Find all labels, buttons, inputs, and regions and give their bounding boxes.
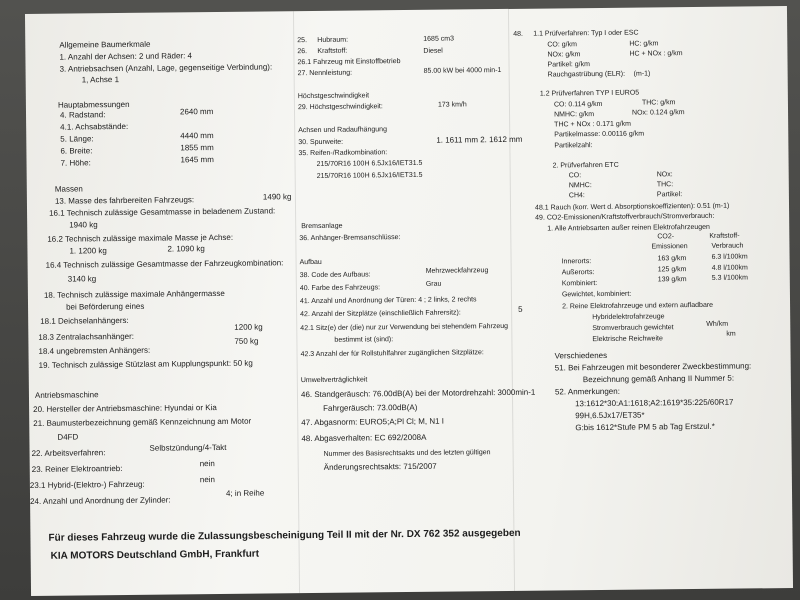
field-doors: 41. Anzahl und Anordnung der Türen: 4 ; 2 links, 2 rechts	[299, 296, 477, 306]
field-top-speed: 29. Höchstgeschwindigkeit:	[297, 103, 383, 112]
field-nox: NOx:	[656, 171, 673, 179]
cell-value: 139 g/km	[657, 276, 687, 284]
field-fuel: Kraftstoff:	[317, 47, 348, 55]
section-header: Bremsanlage	[301, 222, 343, 231]
field-value: 2. 1090 kg	[167, 244, 205, 254]
field-value: 1645 mm	[180, 155, 214, 165]
field-axle-distance: 4.1. Achsabstände:	[60, 121, 129, 132]
field-driving-noise: Fahrgeräusch: 73.00dB(A)	[323, 402, 418, 413]
row-label: Elektrische Reichweite	[592, 335, 663, 344]
field-particle-mass: Partikelmasse: 0.00116 g/km	[554, 130, 645, 139]
field-drive-types: 1. Alle Antriebsarten außer reinen Elektrofahrzeugen	[547, 223, 710, 233]
field-emission-norm: 47. Abgasnorm: EURO5;A;Pl Cl; M, N1 I	[301, 416, 445, 428]
cell-value: 125 g/km	[657, 266, 687, 274]
section-header: Höchstgeschwindigkeit	[297, 92, 370, 101]
field-engine-maker: 20. Hersteller der Antriebsmaschine: Hyundai or Kia	[33, 403, 217, 414]
field-test-procedure: 1.1 Prüfverfahren: Typ I oder ESC	[533, 29, 639, 38]
field-value: Diesel	[423, 47, 443, 55]
field-nox: NOx: g/km	[547, 51, 581, 59]
field-particle-count: Partikelzahl:	[554, 142, 593, 150]
field-electric: 23. Reiner Elektroantrieb:	[31, 464, 123, 474]
tyre-entry: 215/70R16 100H 6.5Jx16/IET31.5	[316, 159, 423, 168]
field-unbraked-trailer: 18.4 ungebremsten Anhängers:	[38, 345, 151, 356]
section-header: Massen	[54, 184, 83, 194]
field-special-purpose: 51. Bei Fahrzeugen mit besonderer Zweckbestimmung:	[554, 361, 752, 373]
field-legal-act: Nummer des Basisrechtsakts und des letzten gültigen	[323, 449, 491, 458]
field-value: Mehrzweckfahrzeug	[425, 267, 489, 275]
field-remarks: 52. Anmerkungen:	[554, 386, 620, 397]
field-amendment-act: Änderungsrechtsakts: 715/2007	[323, 461, 437, 472]
field-trailer-mass: 18. Technisch zulässige maximale Anhängermasse	[43, 288, 225, 300]
column-header: Kraftstoff-	[709, 232, 740, 240]
row-label: Außerorts:	[561, 269, 595, 277]
field-value: 3140 kg	[67, 274, 97, 284]
field-width: 6. Breite:	[60, 146, 93, 156]
field-drive-axles: 3. Antriebsachsen (Anzahl, Lage, gegenseitige Verbindung):	[59, 62, 273, 74]
field-number: 48.	[513, 30, 523, 38]
field-axle-mass: 16.2 Technisch zulässige maximale Masse je Achse:	[47, 232, 234, 244]
row-label: Gewichtet, kombiniert:	[561, 290, 632, 299]
issuer-company: KIA MOTORS Deutschland GmbH, Frankfurt	[50, 548, 260, 562]
vehicle-registration-document	[25, 6, 793, 596]
field-value: 1855 mm	[180, 143, 214, 153]
field-axles: 1. Anzahl der Achsen: 2 und Räder: 4	[59, 51, 193, 62]
issued-notice: Für dieses Fahrzeug wurde die Zulassungsbescheinigung Teil II mit der Nr. DX 762 352 ausgegeben	[48, 527, 521, 544]
field-body-code: 38. Code des Aufbaus:	[299, 271, 371, 280]
field-smoke-corrected: 48.1 Rauch (korr. Wert d. Absorptionskoeffizienten): 0.51 (m-1)	[534, 202, 730, 212]
field-number: 26.	[297, 48, 308, 56]
field-value: 1490 kg	[262, 192, 292, 202]
field-co: CO:	[568, 172, 582, 180]
row-label: Kombiniert:	[561, 280, 598, 288]
remark-line: G:bis 1612*Stufe PM 5 ab Tag Erstzul.*	[575, 421, 715, 433]
section-header: Antriebsmaschine	[34, 390, 99, 400]
field-tow-load: 19. Technisch zulässige Stützlast am Kupplungspunkt: 50 kg	[38, 358, 253, 370]
field-value: 750 kg	[234, 336, 259, 346]
fold-line	[508, 9, 515, 591]
field-value: 5	[518, 304, 523, 314]
field-co: CO: g/km	[547, 41, 577, 49]
field-value: nein	[199, 459, 215, 469]
field-trailer-sub: bei Beförderung eines	[65, 301, 145, 312]
field-value: Grau	[425, 280, 442, 288]
field-wheelbase: 4. Radstand:	[59, 110, 106, 120]
field-combination-mass: 16.4 Technisch zulässige Gesamtmasse der Fahrzeugkombination:	[45, 258, 284, 270]
field-mass: 13. Masse des fahrbereiten Fahrzeugs:	[54, 195, 195, 206]
column-header: Verbrauch	[711, 242, 744, 250]
field-test-euro5: 1.2 Prüfverfahren TYP I EURO5	[539, 89, 640, 98]
field-test-etc: 2. Prüfverfahren ETC	[552, 161, 619, 170]
field-hybrid-vehicles: Hybridelektrofahrzeuge	[592, 313, 665, 322]
field-co: CO: 0.114 g/km	[553, 100, 603, 109]
field-electric-vehicles: 2. Reine Elektrofahrzeuge und extern aufladbare	[562, 301, 714, 311]
field-standing-noise: 46. Standgeräusch: 76.00dB(A) bei der Motordrehzahl: 3000min-1	[300, 387, 536, 400]
field-rated-power: 27. Nennleistung:	[297, 69, 353, 78]
section-header: Verschiedenes	[554, 350, 608, 361]
field-trailer-brakes: 36. Anhänger-Bremsanschlüsse:	[299, 234, 401, 243]
section-header: Hauptabmessungen	[57, 99, 130, 110]
field-value: 1200 kg	[234, 322, 263, 332]
cell-value: 6.3 l/100km	[711, 253, 748, 261]
field-thc: THC: g/km	[641, 99, 676, 107]
cell-value: 5.3 l/100km	[711, 274, 749, 282]
section-header: Umweltverträglichkeit	[300, 376, 368, 385]
field-smoke: Rauchgastrübung (ELR):	[547, 70, 626, 79]
field-value: 1. 1611 mm 2. 1612 mm	[436, 134, 523, 145]
cell-unit: Wh/km	[706, 320, 729, 328]
field-drawbar-trailer: 18.1 Deichselanhängers:	[40, 315, 129, 326]
field-hc: HC: g/km	[629, 40, 659, 48]
field-nmhc: NMHC:	[568, 182, 592, 190]
field-length: 5. Länge:	[60, 134, 94, 144]
field-number: 25.	[297, 37, 308, 45]
column-header: CO2-	[657, 233, 675, 241]
field-thc-nox: THC + NOx : 0.171 g/km	[554, 120, 632, 129]
section-header: Allgemeine Baumerkmale	[59, 39, 151, 50]
field-value: 4440 mm	[180, 131, 214, 141]
field-ch4: CH4:	[568, 192, 585, 200]
field-tyres: 35. Reifen-/Radkombination:	[298, 149, 388, 158]
field-value: 1, Achse 1	[81, 75, 120, 85]
field-particles: Partikel: g/km	[547, 61, 590, 69]
column-header: Emissionen	[651, 243, 688, 251]
field-co2-emissions: 49. CO2-Emissionen/Kraftstoffverbrauch/Stromverbrauch:	[535, 212, 715, 222]
field-hybrid: 23.1 Hybrid-(Elektro-) Fahrzeug:	[29, 479, 145, 490]
remark-line: 99H,6.5Jx17/ET35*	[575, 410, 645, 421]
field-track: 30. Spurweite:	[298, 138, 344, 147]
field-special-designation: Bezeichnung gemäß Anhang II Nummer 5:	[582, 373, 735, 385]
field-wheelchair: 42.3 Anzahl der für Rollstuhlfahrer zugänglichen Sitzplätze:	[300, 349, 484, 359]
field-cylinders: 24. Anzahl und Anordnung der Zylinder:	[30, 495, 171, 506]
field-value: 1685 cm3	[423, 35, 455, 43]
field-value: nein	[199, 475, 216, 485]
remark-line: 13:1612*30:A1:1618;A2:1619*35:225/60R17	[575, 397, 734, 409]
field-nox: NOx: 0.124 g/km	[632, 109, 685, 117]
field-standing-seats: 42.1 Sitz(e) der (die) nur zur Verwendung bei stehendem Fahrzeug	[300, 322, 509, 333]
field-nmhc: NMHC: g/km	[554, 111, 595, 119]
row-label: Innerorts:	[561, 258, 592, 266]
section-header: Aufbau	[299, 258, 322, 267]
field-value: 85.00 kW bei 4000 min-1	[423, 67, 502, 75]
field-value: 173 km/h	[437, 101, 467, 109]
field-seats: 42. Anzahl der Sitzplätze (einschließlich Fahrersitz):	[300, 309, 461, 319]
field-single-fuel: 26.1 Fahrzeug mit Einstoffbetrieb	[297, 58, 401, 67]
field-process: 22. Arbeitsverfahren:	[31, 448, 106, 458]
tyre-entry: 215/70R16 100H 6.5Jx16/IET31.5	[316, 171, 423, 180]
field-color: 40. Farbe des Fahrzeugs:	[299, 284, 381, 293]
field-emission-behavior: 48. Abgasverhalten: EC 692/2008A	[301, 432, 427, 444]
section-header: Achsen und Radaufhängung	[298, 126, 387, 135]
field-value: (m-1)	[633, 70, 651, 78]
field-center-axle-trailer: 18.3 Zentralachsanhänger:	[38, 331, 135, 342]
field-value: D4FD	[57, 432, 79, 442]
field-engine-code: 21. Baumusterbezeichnung gemäß Kennzeichnung am Motor	[33, 416, 252, 428]
field-value: 2640 mm	[179, 107, 214, 117]
field-hc-nox: HC + NOx : g/km	[629, 50, 683, 58]
field-value: Selbstzündung/4-Takt	[149, 442, 227, 453]
field-thc: THC:	[656, 181, 674, 189]
field-gross-mass: 16.1 Technisch zulässige Gesamtmasse in beladenem Zustand:	[49, 206, 276, 218]
cell-value: 163 g/km	[657, 255, 687, 263]
field-displacement: Hubraum:	[317, 36, 349, 44]
cell-value: 4.8 l/100km	[711, 264, 748, 272]
field-height: 7. Höhe:	[60, 158, 91, 168]
field-standing-sub: bestimmt ist (sind):	[334, 336, 394, 344]
field-value: 1. 1200 kg	[69, 246, 107, 256]
cell-unit: km	[726, 330, 736, 338]
field-value: 4; in Reihe	[225, 488, 265, 498]
field-value: 1940 kg	[69, 220, 98, 230]
field-particles: Partikel:	[656, 191, 683, 199]
row-label: Stromverbrauch gewichtet	[592, 324, 674, 333]
